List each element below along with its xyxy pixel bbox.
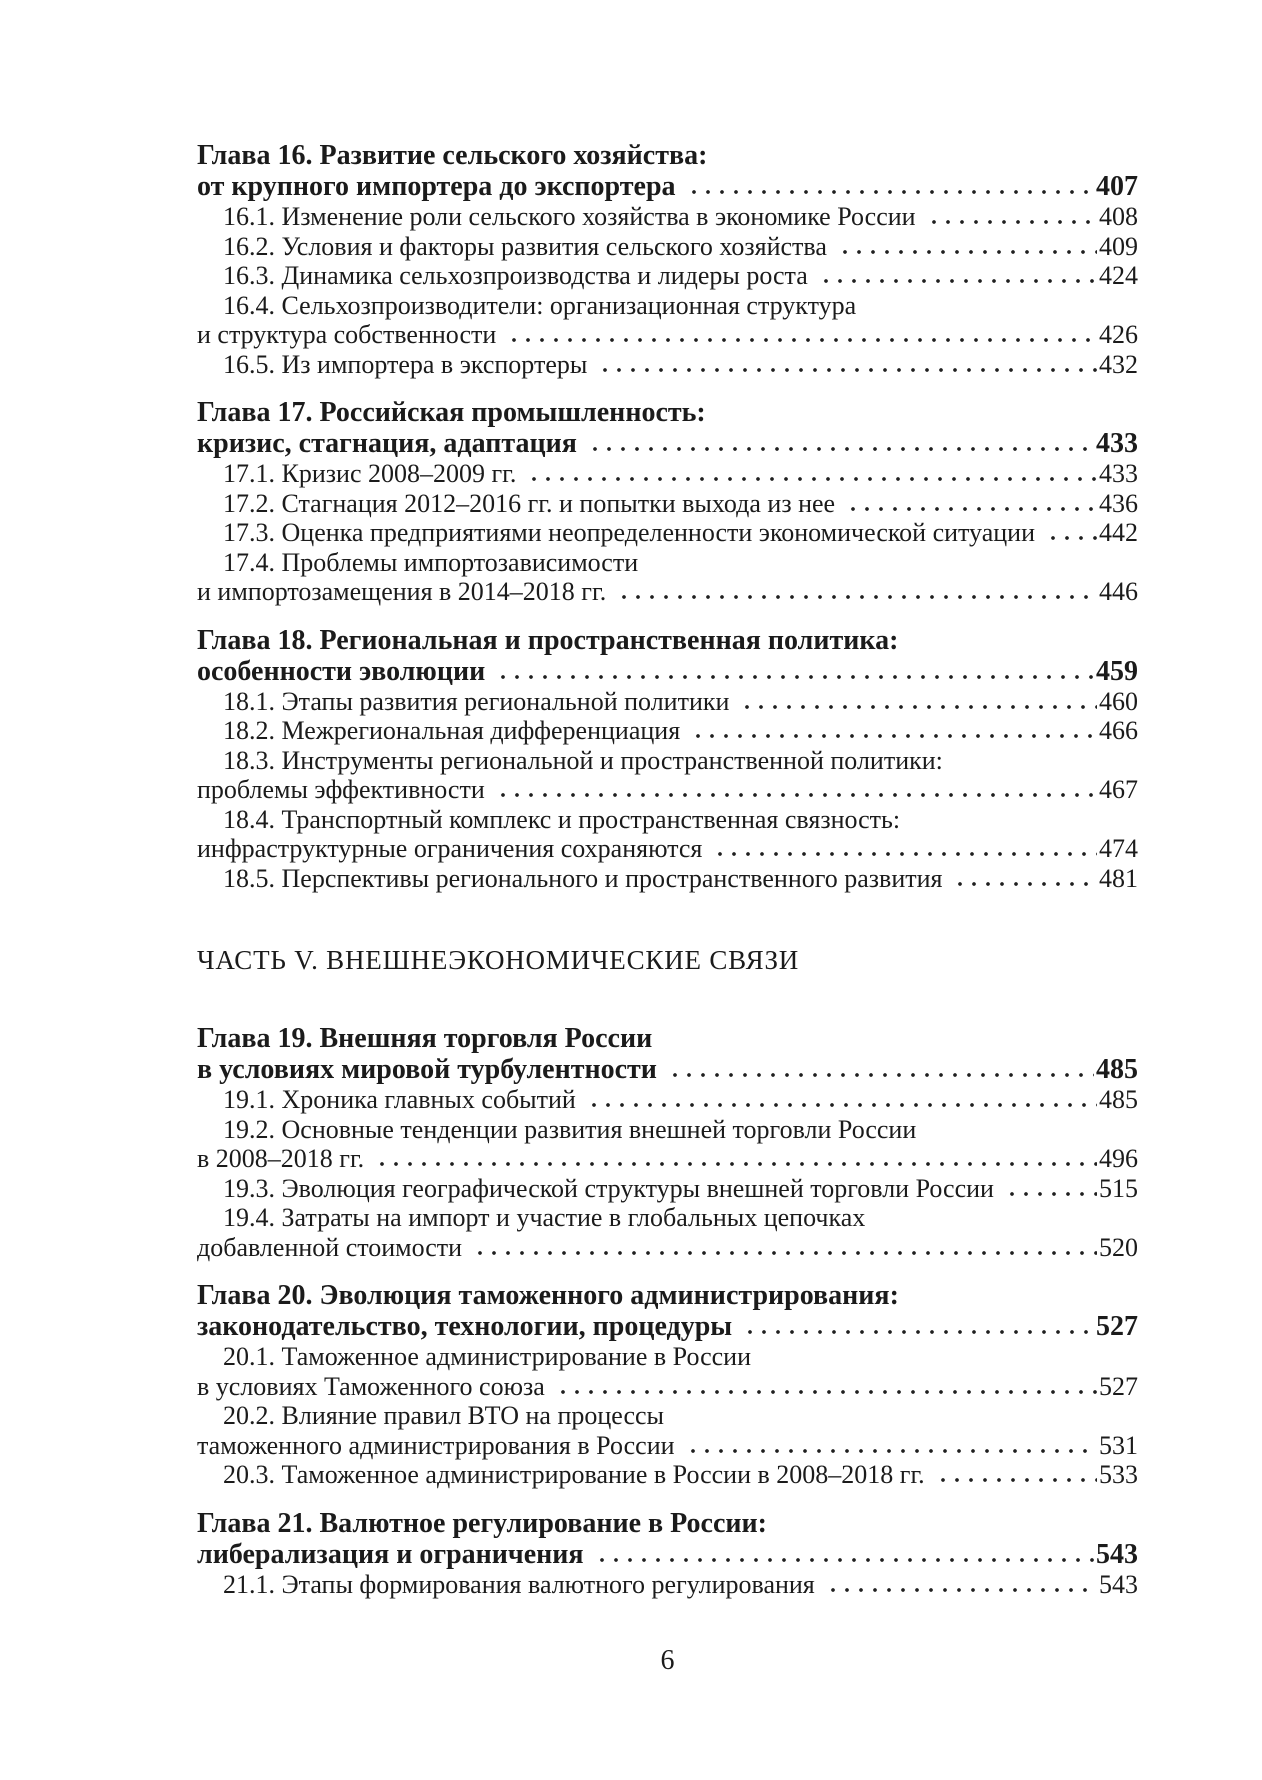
toc-entry-text: 16.2. Условия и факторы развития сельского хозяйства xyxy=(223,231,827,261)
toc-chapter-heading xyxy=(197,1023,1138,1054)
toc-entry-text: 18.1. Этапы развития региональной политики xyxy=(223,686,730,716)
dot-leader xyxy=(469,1250,1097,1256)
dot-leader xyxy=(683,189,1094,195)
dot-leader xyxy=(583,1102,1097,1108)
toc-page-number: 459 xyxy=(1096,655,1138,687)
dot-leader xyxy=(932,1477,1097,1483)
dot-leader xyxy=(492,792,1097,798)
toc-entry-text: 18.5. Перспективы регионального и пространственного развития xyxy=(223,863,943,893)
toc-page-number: 466 xyxy=(1099,716,1138,745)
toc-page-number: 446 xyxy=(1099,577,1138,606)
toc-entry-text: 21.1. Этапы формирования валютного регулирования xyxy=(223,1569,815,1599)
toc-entry-text: инфраструктурные ограничения сохраняются xyxy=(197,834,703,863)
toc-item xyxy=(197,687,1138,717)
toc-entry-text: 17.2. Стагнация 2012–2016 гг. и попытки выхода из нее xyxy=(223,488,836,518)
toc-entry-text: 20.3. Таможенное администрирование в России в 2008–2018 гг. xyxy=(223,1460,925,1489)
toc-chapter-heading xyxy=(197,397,1138,428)
toc-entry-text: 20.1. Таможенное администрирование в России xyxy=(223,1342,752,1371)
toc-item xyxy=(197,1085,1138,1115)
toc-page-number: 467 xyxy=(1099,775,1138,804)
toc-page-number: 460 xyxy=(1099,686,1138,716)
dot-leader xyxy=(709,851,1097,857)
toc-entry-text: кризис, стагнация, адаптация xyxy=(197,428,577,459)
toc-chapter-heading xyxy=(197,1054,1138,1085)
toc-item xyxy=(197,864,1138,894)
dot-leader xyxy=(584,446,1094,452)
dot-leader xyxy=(591,1557,1094,1563)
dot-leader xyxy=(842,506,1097,512)
toc-chapter-heading xyxy=(197,140,1138,171)
toc-chapter-heading xyxy=(197,171,1138,202)
toc-item-continuation xyxy=(197,1144,1138,1174)
toc-page-number: 474 xyxy=(1099,834,1138,863)
toc-entry-text: проблемы эффективности xyxy=(197,775,485,804)
toc-entry-text: либерализация и ограничения xyxy=(197,1538,584,1570)
dot-leader xyxy=(736,704,1097,710)
toc-entry-text: в условиях мировой турбулентности xyxy=(197,1054,657,1085)
toc-page-number: 515 xyxy=(1099,1173,1138,1203)
dot-leader xyxy=(949,881,1097,887)
toc-item-continuation xyxy=(197,1431,1138,1461)
dot-leader xyxy=(371,1161,1097,1167)
toc-page-number: 407 xyxy=(1096,171,1138,202)
toc-entry-text: 18.3. Инструменты региональной и пространственной политики: xyxy=(223,745,943,775)
toc-entry-text: Глава 16. Развитие сельского хозяйства: xyxy=(197,140,708,171)
part-heading xyxy=(197,943,1138,977)
toc-item xyxy=(197,261,1138,291)
toc-entry-text: 16.3. Динамика сельхозпроизводства и лидеры роста xyxy=(223,261,808,290)
dot-leader xyxy=(1001,1191,1097,1197)
toc-item xyxy=(197,1174,1138,1204)
toc-entry-text: 19.3. Эволюция географической структуры внешней торговли России xyxy=(223,1173,994,1203)
toc-page-number: 436 xyxy=(1099,488,1138,518)
toc-entry-text: и импортозамещения в 2014–2018 гг. xyxy=(197,577,607,606)
toc-page-number: 496 xyxy=(1099,1144,1138,1173)
toc-page-number: 481 xyxy=(1099,863,1138,893)
toc-entry-text: особенности эволюции xyxy=(197,655,486,687)
toc-item xyxy=(197,350,1138,380)
toc-item xyxy=(197,1460,1138,1490)
toc-item xyxy=(197,548,1138,578)
toc-item xyxy=(197,291,1138,321)
toc-entry-text: 17.3. Оценка предприятиями неопределенности экономической ситуации xyxy=(223,518,1035,547)
toc-item xyxy=(197,202,1138,232)
toc-entry-text: 18.2. Межрегиональная дифференциация xyxy=(223,716,681,745)
toc-chapter-heading xyxy=(197,1539,1138,1570)
toc-entry-text: 16.1. Изменение роли сельского хозяйства в экономике России xyxy=(223,202,916,231)
toc-entry-text: добавленной стоимости xyxy=(197,1232,463,1262)
dot-leader xyxy=(923,219,1097,225)
toc-entry-text: и структура собственности xyxy=(197,320,497,349)
toc-item-continuation xyxy=(197,320,1138,350)
toc-entry-text: 16.4. Сельхозпроизводители: организационная структура xyxy=(223,290,857,320)
toc-item xyxy=(197,1115,1138,1145)
dot-leader xyxy=(687,733,1097,739)
dot-leader xyxy=(523,476,1097,482)
toc-page-number: 442 xyxy=(1099,518,1138,547)
toc-item xyxy=(197,459,1138,489)
dot-leader xyxy=(503,337,1097,343)
toc-chapter-heading xyxy=(197,625,1138,656)
toc-item-continuation xyxy=(197,775,1138,805)
toc-item-continuation xyxy=(197,1233,1138,1263)
toc-item xyxy=(197,232,1138,262)
dot-leader xyxy=(739,1329,1094,1335)
dot-leader xyxy=(822,1587,1097,1593)
dot-leader xyxy=(1042,535,1097,541)
dot-leader xyxy=(492,674,1094,680)
toc-entry-text: в 2008–2018 гг. xyxy=(197,1144,365,1173)
toc-page-number: 432 xyxy=(1099,349,1138,379)
dot-leader xyxy=(552,1389,1097,1395)
toc-entry-text: ЧАСТЬ V. ВНЕШНЕЭКОНОМИЧЕСКИЕ СВЯЗИ xyxy=(197,945,800,975)
toc-page-number: 543 xyxy=(1099,1569,1138,1599)
toc-entry-text: Глава 21. Валютное регулирование в России: xyxy=(197,1507,767,1539)
toc-entry-text: 17.1. Кризис 2008–2009 гг. xyxy=(223,459,517,488)
toc-item-continuation xyxy=(197,1372,1138,1402)
folio-page-number: 6 xyxy=(660,1645,675,1676)
toc-item-continuation xyxy=(197,577,1138,607)
toc-page-number: 533 xyxy=(1099,1460,1138,1489)
toc-item xyxy=(197,1570,1138,1600)
toc-entry-text: Глава 18. Региональная и пространственная политика: xyxy=(197,624,899,656)
dot-leader xyxy=(664,1072,1094,1078)
toc-entry-text: Глава 19. Внешняя торговля России xyxy=(197,1023,653,1054)
toc-page-number: 433 xyxy=(1099,459,1138,488)
toc-entry-text: 19.4. Затраты на импорт и участие в глобальных цепочках xyxy=(223,1203,866,1232)
toc-page-number: 408 xyxy=(1099,202,1138,231)
toc-item xyxy=(197,805,1138,835)
toc-page-number: 520 xyxy=(1099,1232,1138,1262)
toc-chapter-heading xyxy=(197,1508,1138,1539)
toc-page-number: 527 xyxy=(1096,1311,1138,1342)
toc-entry-text: 20.2. Влияние правил ВТО на процессы xyxy=(223,1401,665,1430)
toc-chapter-heading xyxy=(197,1280,1138,1311)
toc-entry-text: от крупного импортера до экспортера xyxy=(197,171,676,202)
toc-item xyxy=(197,1342,1138,1372)
toc-entry-text: таможенного администрирования в России xyxy=(197,1430,675,1460)
toc-item xyxy=(197,716,1138,746)
toc-page-number: 527 xyxy=(1099,1371,1138,1401)
toc-page-number: 409 xyxy=(1099,231,1138,261)
toc-entry-text: Глава 17. Российская промышленность: xyxy=(197,397,706,428)
toc-entry-text: Глава 20. Эволюция таможенного администрирования: xyxy=(197,1280,899,1311)
toc-item xyxy=(197,1203,1138,1233)
dot-leader xyxy=(834,249,1097,255)
toc-page-number: 485 xyxy=(1099,1085,1138,1114)
toc-item xyxy=(197,1401,1138,1431)
table-of-contents xyxy=(197,140,1138,1599)
toc-page-number: 531 xyxy=(1099,1430,1138,1460)
dot-leader xyxy=(682,1448,1097,1454)
toc-chapter-heading xyxy=(197,656,1138,687)
dot-leader xyxy=(815,278,1097,284)
toc-entry-text: 17.4. Проблемы импортозависимости xyxy=(223,547,639,577)
toc-item-continuation xyxy=(197,834,1138,864)
toc-item xyxy=(197,489,1138,519)
toc-entry-text: 16.5. Из импортера в экспортеры xyxy=(223,349,588,379)
toc-entry-text: 19.1. Хроника главных событий xyxy=(223,1085,576,1114)
toc-chapter-heading xyxy=(197,1311,1138,1342)
dot-leader xyxy=(594,367,1097,373)
dot-leader xyxy=(613,594,1097,600)
toc-page-number: 433 xyxy=(1096,428,1138,459)
toc-page-number: 485 xyxy=(1096,1054,1138,1085)
toc-item xyxy=(197,518,1138,548)
toc-entry-text: 19.2. Основные тенденции развития внешней торговли России xyxy=(223,1114,917,1144)
toc-item xyxy=(197,746,1138,776)
toc-entry-text: законодательство, технологии, процедуры xyxy=(197,1311,733,1342)
toc-entry-text: в условиях Таможенного союза xyxy=(197,1371,545,1401)
toc-page-number: 426 xyxy=(1099,320,1138,349)
toc-page-number: 543 xyxy=(1096,1538,1138,1570)
toc-entry-text: 18.4. Транспортный комплекс и пространственная связность: xyxy=(223,804,901,834)
toc-page-number: 424 xyxy=(1099,261,1138,290)
toc-chapter-heading xyxy=(197,428,1138,459)
